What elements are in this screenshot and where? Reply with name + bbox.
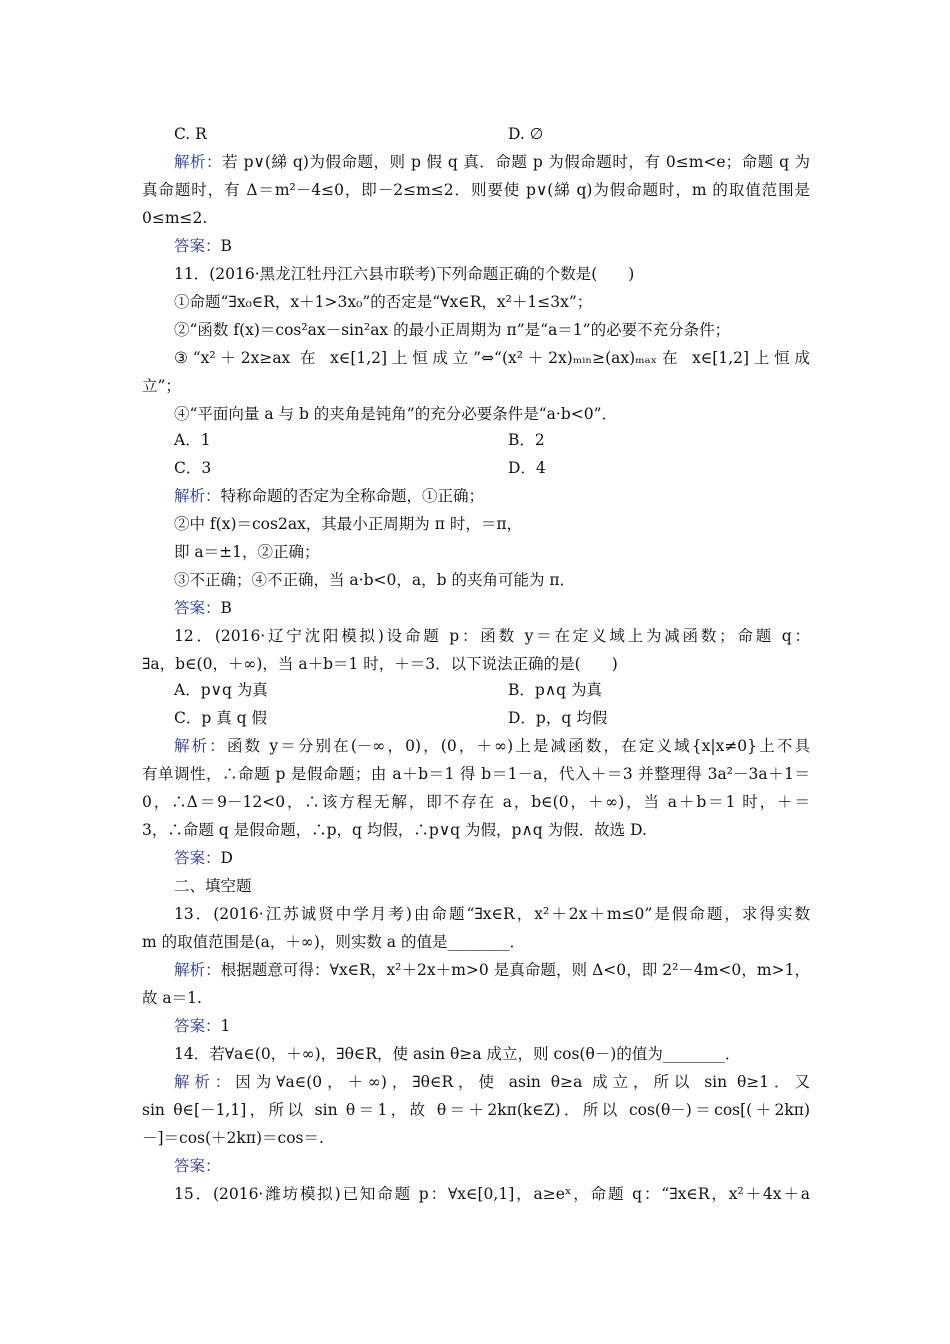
statement-item: ②“函数 f(x)＝cos²ax－sin²ax 的最小正周期为 π”是“a＝1”的必要不充分条件； [174, 321, 731, 339]
solution-label: 解析： [174, 1073, 236, 1091]
solution-line: 解析：根据题意可得：∀x∈R，x²＋2x＋m>0 是真命题，则 Δ<0，即 2²－4m<0，m>1， [174, 961, 810, 979]
statement-item: ③“x²＋2x≥ax 在 x∈[1,2]上恒成立”⇔“(x²＋2x)ₘᵢₙ≥(ax)ₘₐₓ在 x∈[1,2]上恒成 [174, 349, 810, 367]
solution-label: 解析： [174, 961, 221, 979]
option-d: D．p，q 均假 [508, 709, 608, 727]
option-b: B．2 [508, 431, 545, 449]
solution-line: －]＝cos(＋2kπ)＝cos＝. [142, 1129, 324, 1147]
statement-item: 立”； [142, 377, 181, 395]
answer-label: 答案： [174, 1017, 221, 1035]
solution-line: 即 a＝±1，②正确； [174, 543, 320, 561]
question-stem: 12．(2016·辽宁沈阳模拟)设命题 p：函数 y＝在定义域上为减函数；命题 q： [174, 627, 810, 645]
question-stem: 13．(2016·江苏诚贤中学月考)由命题“∃x∈R，x²＋2x＋m≤0”是假命题，求得实数 [174, 905, 810, 923]
option-a: A．p∨q 为真 [174, 681, 268, 699]
answer-label: 答案： [174, 849, 221, 867]
option-d: D. ∅ [508, 125, 544, 143]
option-c: C．3 [174, 459, 212, 477]
question-stem: 15．(2016·潍坊模拟)已知命题 p：∀x∈[0,1]，a≥eˣ，命题 q：“∃x∈R，x²＋4x＋a [174, 1185, 810, 1203]
statement-item: ④“平面向量 a 与 b 的夹角是钝角”的充分必要条件是“a·b<0”． [174, 405, 618, 423]
solution-line: sin θ∈[－1,1]，所以 sin θ＝1，故 θ＝＋2kπ(k∈Z)．所以 cos(θ－)＝cos[(＋2kπ) [142, 1101, 810, 1119]
question-stem: 14．若∀a∈(0，＋∞)，∃θ∈R，使 asin θ≥a 成立，则 cos(θ－)的值为________． [174, 1045, 741, 1063]
answer-line: 答案：B [174, 599, 232, 617]
solution-line: ②中 f(x)＝cos2ax，其最小正周期为 π 时，＝π， [174, 515, 523, 533]
solution-label: 解析： [174, 153, 223, 171]
question-stem: m 的取值范围是(a，＋∞)，则实数 a 的值是________． [142, 933, 525, 951]
answer-line [174, 1156, 810, 1176]
solution-line: 真命题时，有 Δ＝m²－4≤0，即－2≤m≤2．则要使 p∨(綈 q)为假命题时，m 的取值范围是 [142, 181, 810, 199]
section-heading: 二、填空题 [174, 877, 252, 895]
solution-line: 0，∴Δ＝9－12<0，∴该方程无解，即不存在 a，b∈(0，＋∞)，当 a＋b＝1 时，＋＝ [142, 793, 810, 811]
solution-line: 解析：函数 y＝分别在(－∞，0)，(0，＋∞)上是减函数，在定义域{x|x≠0}上不具 [174, 737, 810, 755]
answer-line: 答案：1 [174, 1017, 231, 1035]
solution-line: 解析：因为∀a∈(0，＋∞)，∃θ∈R，使 asin θ≥a 成立，所以 sin θ≥1．又 [174, 1073, 810, 1091]
solution-line: ③不正确；④不正确，当 a·b<0，a，b 的夹角可能为 π． [174, 571, 576, 589]
solution-label: 解析： [174, 487, 221, 505]
question-stem: 11．(2016·黑龙江牡丹江六县市联考)下列命题正确的个数是( ) [174, 265, 635, 283]
option-a: A．1 [174, 431, 211, 449]
statement-item: ①命题“∃x₀∈R，x＋1>3x₀”的否定是“∀x∈R，x²＋1≤3x”； [174, 293, 593, 311]
option-d: D．4 [508, 459, 546, 477]
answer-label: 答案： [174, 599, 221, 617]
solution-label: 解析： [174, 737, 227, 755]
answer-line: 答案：D [174, 849, 233, 867]
solution-line: 0≤m≤2. [142, 209, 208, 227]
option-c: C．p 真 q 假 [174, 709, 267, 727]
question-stem: ∃a，b∈(0，＋∞)，当 a＋b＝1 时，＋＝3．以下说法正确的是( ) [142, 655, 618, 673]
solution-line: 有单调性，∴命题 p 是假命题；由 a＋b＝1 得 b＝1－a，代入＋＝3 并整理得 3a²－3a＋1＝ [142, 765, 810, 783]
option-b: B．p∧q 为真 [508, 681, 603, 699]
solution-line: 解析：若 p∨(綈 q)为假命题，则 p 假 q 真．命题 p 为假命题时，有 0≤m<e；命题 q 为 [174, 153, 810, 171]
answer-label: 答案： [174, 1157, 221, 1175]
option-c: C. R [174, 125, 207, 143]
solution-line: 3，∴命题 q 是假命题，∴p，q 均假，∴p∨q 为假，p∧q 为假．故选 D. [142, 821, 647, 839]
solution-line: 解析：特称命题的否定为全称命题，①正确； [174, 487, 485, 505]
answer-label: 答案： [174, 237, 221, 255]
solution-line: 故 a＝1. [142, 989, 202, 1007]
answer-line: 答案：B [174, 237, 232, 255]
